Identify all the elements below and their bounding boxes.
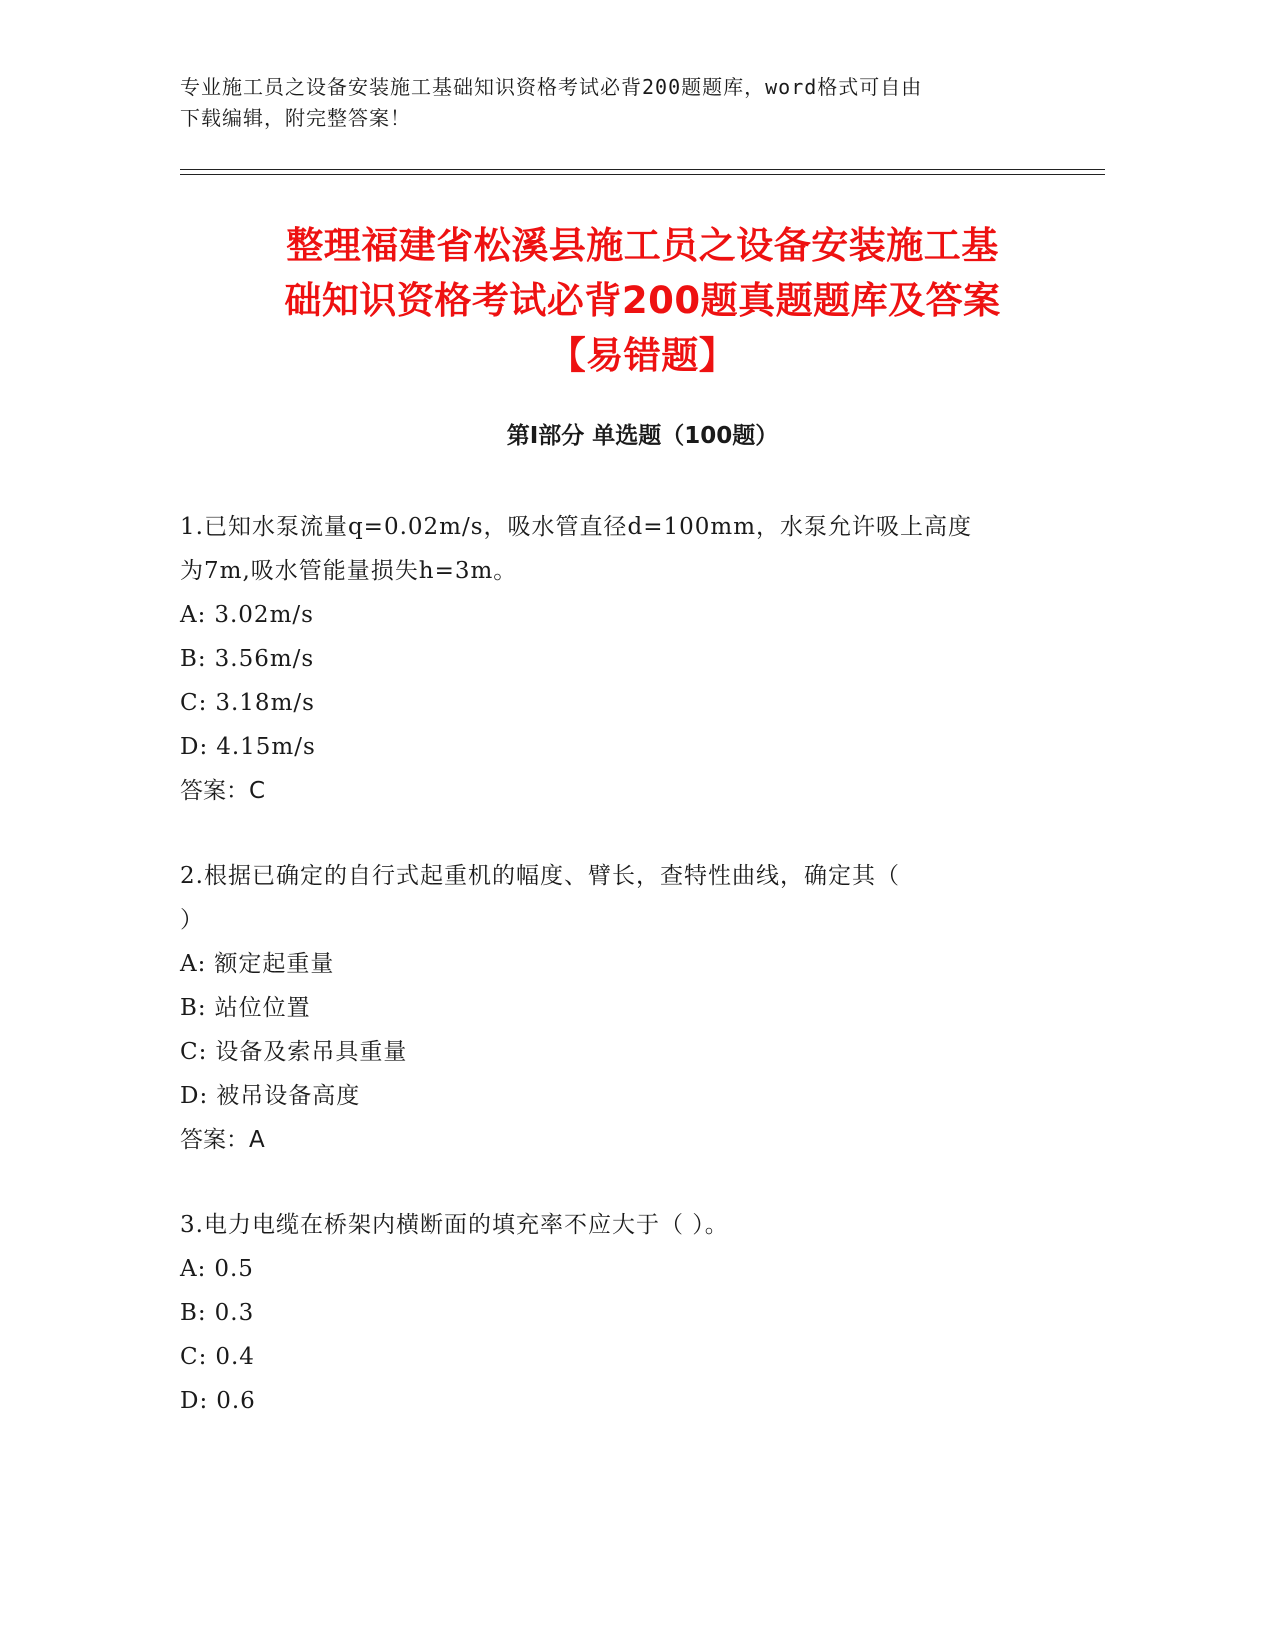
question-item — [180, 854, 1040, 1162]
header-divider — [180, 169, 1105, 170]
title-line: 【易错题】 — [548, 334, 737, 377]
question-stem — [180, 1203, 1040, 1247]
option-list — [180, 593, 1040, 769]
answer-line — [180, 769, 1040, 813]
option-b: B: 站位位置 — [180, 995, 311, 1021]
question-stem-line: 2.根据已确定的自行式起重机的幅度、臂长，查特性曲线，确定其（ — [180, 863, 900, 889]
option-a: A: 3.02m/s — [180, 602, 314, 628]
option-list — [180, 942, 1040, 1118]
answer-line — [180, 1118, 1040, 1162]
document-page — [180, 0, 1105, 1650]
question-stem — [180, 505, 1040, 593]
answer-value: C — [249, 778, 266, 804]
option-a: A: 额定起重量 — [180, 951, 335, 977]
option-c: C: 0.4 — [180, 1344, 255, 1370]
option-c: C: 3.18m/s — [180, 690, 315, 716]
title-line: 整理福建省松溪县施工员之设备安装施工基 — [286, 224, 999, 267]
answer-value: A — [249, 1127, 265, 1153]
question-list — [180, 505, 1040, 1464]
option-list — [180, 1247, 1040, 1423]
question-stem — [180, 854, 1040, 942]
header-note-line: 下载编辑，附完整答案！ — [180, 106, 411, 130]
option-b: B: 0.3 — [180, 1300, 255, 1326]
option-c: C: 设备及索吊具重量 — [180, 1039, 408, 1065]
section-heading: 第Ⅰ部分 单选题（100题） — [506, 423, 779, 449]
question-item — [180, 1203, 1040, 1423]
question-stem-line: 1.已知水泵流量q=0.02m/s，吸水管直径d=100mm，水泵允许吸上高度 — [180, 514, 973, 540]
option-d: D: 被吊设备高度 — [180, 1083, 361, 1109]
header-note-line: 专业施工员之设备安装施工基础知识资格考试必背200题题库，word格式可自由 — [180, 75, 923, 99]
header-divider — [180, 174, 1105, 175]
option-a: A: 0.5 — [180, 1256, 254, 1282]
option-b: B: 3.56m/s — [180, 646, 315, 672]
header-note — [180, 72, 1030, 134]
option-d: D: 0.6 — [180, 1388, 256, 1414]
question-item — [180, 505, 1040, 813]
answer-prefix: 答案： — [180, 1127, 249, 1153]
title-line: 础知识资格考试必背200题真题题库及答案 — [284, 279, 1001, 322]
question-stem-line: ） — [180, 907, 204, 933]
answer-prefix: 答案： — [180, 778, 249, 804]
question-stem-line: 为7m,吸水管能量损失h=3m。 — [180, 558, 518, 584]
document-title — [180, 218, 1105, 383]
question-stem-line: 3.电力电缆在桥架内横断面的填充率不应大于（ ）。 — [180, 1212, 729, 1238]
option-d: D: 4.15m/s — [180, 734, 316, 760]
